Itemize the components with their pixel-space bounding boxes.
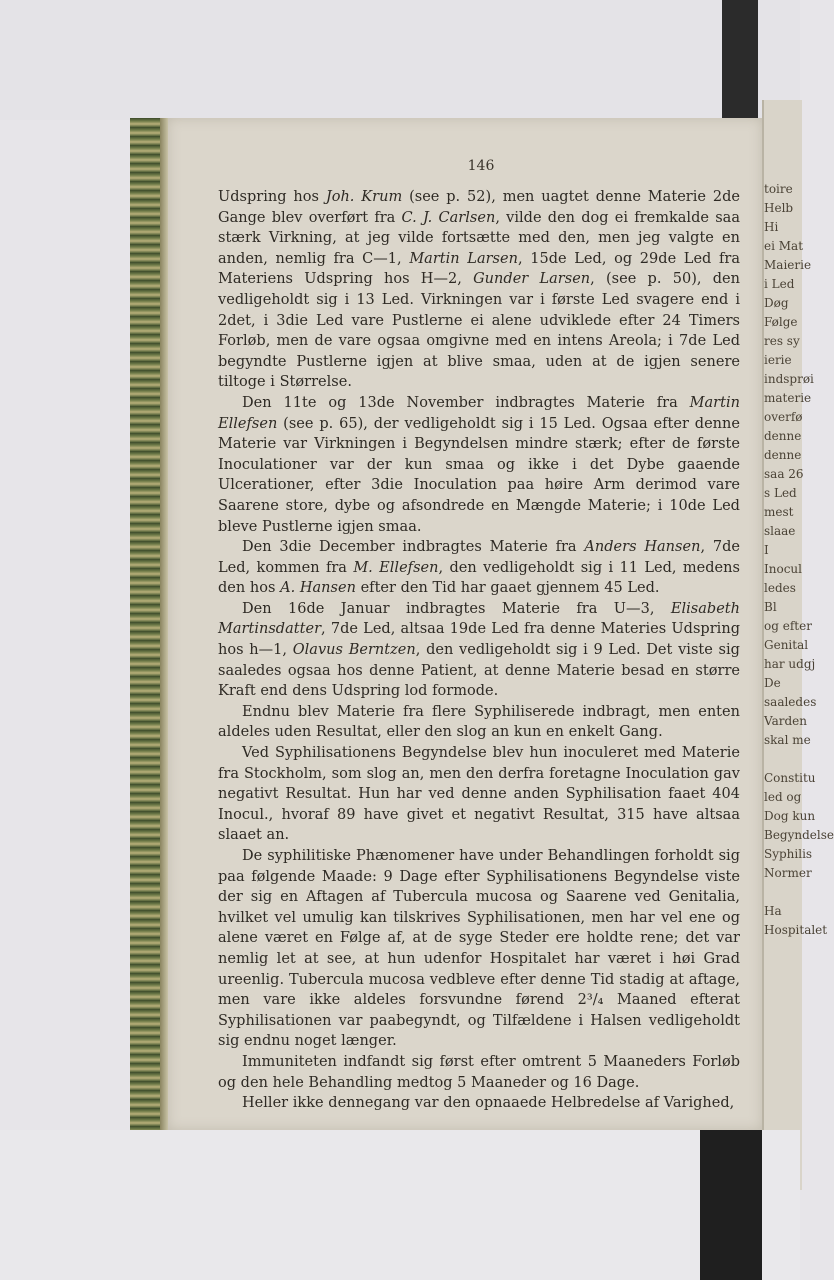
paragraph	[218, 599, 740, 702]
fragment-line: slaae	[764, 524, 796, 538]
text-run: , (see p. 50), den vedligeholdt sig i 13 Led. Virkningen var i første Led svagere end i 2det, i 3die Led vare Pustlerne ei alene udviklede efter 24 Timers Forløb, men de vare ogsaa omgivne med en intens Areola; i 7de Led begyndte Pustlerne igjen at blive smaa, uden at de igjen senere tiltoge i Størrelse.	[218, 271, 740, 391]
paragraph	[218, 702, 740, 743]
backdrop-top	[0, 0, 800, 120]
italic-name: M. Ellefsen	[353, 559, 439, 576]
fragment-line: materie	[764, 391, 812, 405]
italic-name: Joh. Krum	[325, 189, 403, 205]
paragraph	[218, 187, 740, 393]
fragment-line: ledes	[764, 581, 796, 595]
fragment-line: Begyndelse	[764, 828, 834, 842]
text-run: De syphilitiske Phænomener have under Behandlingen forholdt sig paa følgende Maade: 9 Dage efter Syphilisationens Begyndelse viste der sig en Aftagen af Tubercula mucosa og Saarene ved Genitalia, hvilket vel umulig kan tilskrives Syphilisationen, men har vel ene og alene været en Følge af, at de syge Steder ere holdte rene; det var nemlig let at see, at hun udenfor Hospitalet har været i høi Grad ureenlig. Tubercula mucosa vedbleve efter denne Tid stadig at aftage, men vare ikke aldeles forsvundne førend 2³/₄ Maaned efterat Syphilisationen var paabegyndt, og Tilfældene i Halsen vedligeholdt sig endnu noget længer.	[218, 848, 740, 1050]
text-run: (see p. 65), der vedligeholdt sig i 15 Led. Ogsaa efter denne Materie var Virkningen i Begyndelsen mindre stærk; efter de første Inoculationer var der kun smaa og ikke i det Dybe gaaende Ulcerationer, efter 3die Inoculation paa høire Arm derimod vare Saarene store, dybe og afsondrede en Mængde Materie; i 10de Led bleve Pustlerne igjen smaa.	[218, 415, 740, 535]
fragment-line: Helb	[764, 201, 794, 215]
fragment-line: saaledes	[764, 695, 817, 709]
fragment-line: s Led	[764, 486, 797, 500]
fragment-line: denne	[764, 448, 802, 462]
fragment-line: Normer	[764, 866, 812, 880]
fragment-line: og efter	[764, 619, 812, 633]
book-spine	[130, 118, 164, 1130]
fragment-line	[764, 883, 800, 902]
fragment-line: res sy	[764, 334, 800, 348]
italic-name: Anders Hansen	[584, 539, 701, 556]
text-run: Den 3die December indbragtes Materie fra	[242, 539, 585, 556]
fragment-line: Ha	[764, 904, 782, 918]
right-dark-edge-bottom	[700, 1130, 762, 1280]
fragment-line: Døg	[764, 296, 789, 310]
fragment-line: De	[764, 676, 781, 690]
fragment-line: Varden	[764, 714, 807, 728]
fragment-line: Hospitalet	[764, 923, 828, 937]
fragment-line: Genital	[764, 638, 809, 652]
paragraph	[218, 743, 740, 846]
text-run: Den 11te og 13de November indbragtes Materie fra	[242, 394, 690, 411]
text-run: , den vedligeholdt sig i 11 Led, medens den hos	[218, 559, 740, 597]
right-dark-edge-top	[722, 0, 758, 120]
text-run: Immuniteten indfandt sig først efter omtrent 5 Maaneders Forløb og den hele Behandling medtog 5 Maaneder og 16 Dage.	[218, 1053, 740, 1091]
fragment-line: mest	[764, 505, 794, 519]
fragment-line: Inocul	[764, 562, 802, 576]
text-run: , vilde den dog ei fremkalde saa stærk Virkning, at jeg vilde fortsætte med den, men jeg valgte en anden, nemlig fra C—1,	[218, 209, 740, 267]
fragment-line: led og	[764, 790, 802, 804]
fragment-line: Constitu	[764, 771, 816, 785]
text-run: Den 16de Januar indbragtes Materie fra U—3,	[242, 600, 671, 617]
fragment-line: indsprøi	[764, 372, 814, 386]
text-run: Endnu blev Materie fra flere Syphiliserede indbragt, men enten aldeles uden Resultat, eller den slog an kun en enkelt Gang.	[218, 703, 740, 741]
fragment-line: ei Mat	[764, 239, 804, 253]
paragraph	[218, 846, 740, 1052]
text-run: (see p. 52), men uagtet denne Materie 2de Gange blev overført fra	[218, 189, 741, 226]
text-run: efter den Tid har gaaet gjennem 45 Led.	[355, 580, 660, 597]
backdrop-bottom	[0, 1130, 800, 1280]
paragraph	[218, 393, 740, 537]
fragment-line: Bl	[764, 600, 777, 614]
fragment-line: Maierie	[764, 258, 812, 272]
fragment-line: Syphilis	[764, 847, 813, 861]
text-run: , 15de Led, og 29de Led fra Materiens Udspring hos H—2,	[218, 250, 740, 288]
italic-name: Elisabeth Martinsdatter	[218, 600, 740, 638]
text-run: , 7de Led, altsaa 19de Led fra denne Materies Udspring hos h—1,	[218, 621, 740, 659]
fragment-line: I	[764, 543, 769, 557]
fragment-line: Følge	[764, 315, 798, 329]
text-run: , 7de Led, kommen fra	[218, 539, 740, 576]
italic-name: A. Hansen	[280, 580, 356, 597]
fragment-line: overfø	[764, 410, 803, 424]
fragment-line: har udgj	[764, 657, 816, 671]
paragraph	[218, 1052, 740, 1093]
fragment-line	[764, 750, 800, 769]
fragment-line: toire	[764, 182, 793, 196]
fragment-line: saa 26	[764, 467, 804, 481]
text-run: Heller ikke dennegang var den opnaaede Helbredelse af Varighed,	[242, 1095, 735, 1112]
text-run: Ved Syphilisationens Begyndelse blev hun inoculeret med Materie fra Stockholm, som slog an, men den derfra foretagne Inoculation gav negativt Resultat. Hun har ved denne anden Syphilisation faaet 404 Inocul., hvoraf 89 have givet et negativt Resultat, 315 have altsaa slaaet an.	[218, 745, 740, 844]
fragment-line: Hi	[764, 220, 779, 234]
text-run: Udspring hos	[218, 189, 326, 205]
paragraph	[218, 1093, 740, 1114]
italic-name: C. J. Carlsen	[401, 209, 496, 226]
fragment-line: Dog kun	[764, 809, 816, 823]
fragment-line: ierie	[764, 353, 792, 367]
fragment-line: denne	[764, 429, 802, 443]
italic-name: Olavus Berntzen	[292, 642, 416, 659]
italic-name: Martin Ellefsen	[218, 394, 740, 432]
body-text	[218, 187, 740, 1114]
paragraph	[218, 537, 740, 599]
page-number: 146	[467, 158, 495, 174]
fragment-line: skal me	[764, 733, 811, 747]
next-page-fragment	[764, 180, 834, 937]
fragment-line: i Led	[764, 277, 795, 291]
italic-name: Martin Larsen	[409, 250, 518, 267]
italic-name: Gunder Larsen	[473, 271, 591, 288]
text-run: , den vedligeholdt sig i 9 Led. Det viste sig saaledes ogsaa hos denne Patient, at denne Materie besad en større Kraft end dens Udspring lod formode.	[218, 642, 740, 700]
